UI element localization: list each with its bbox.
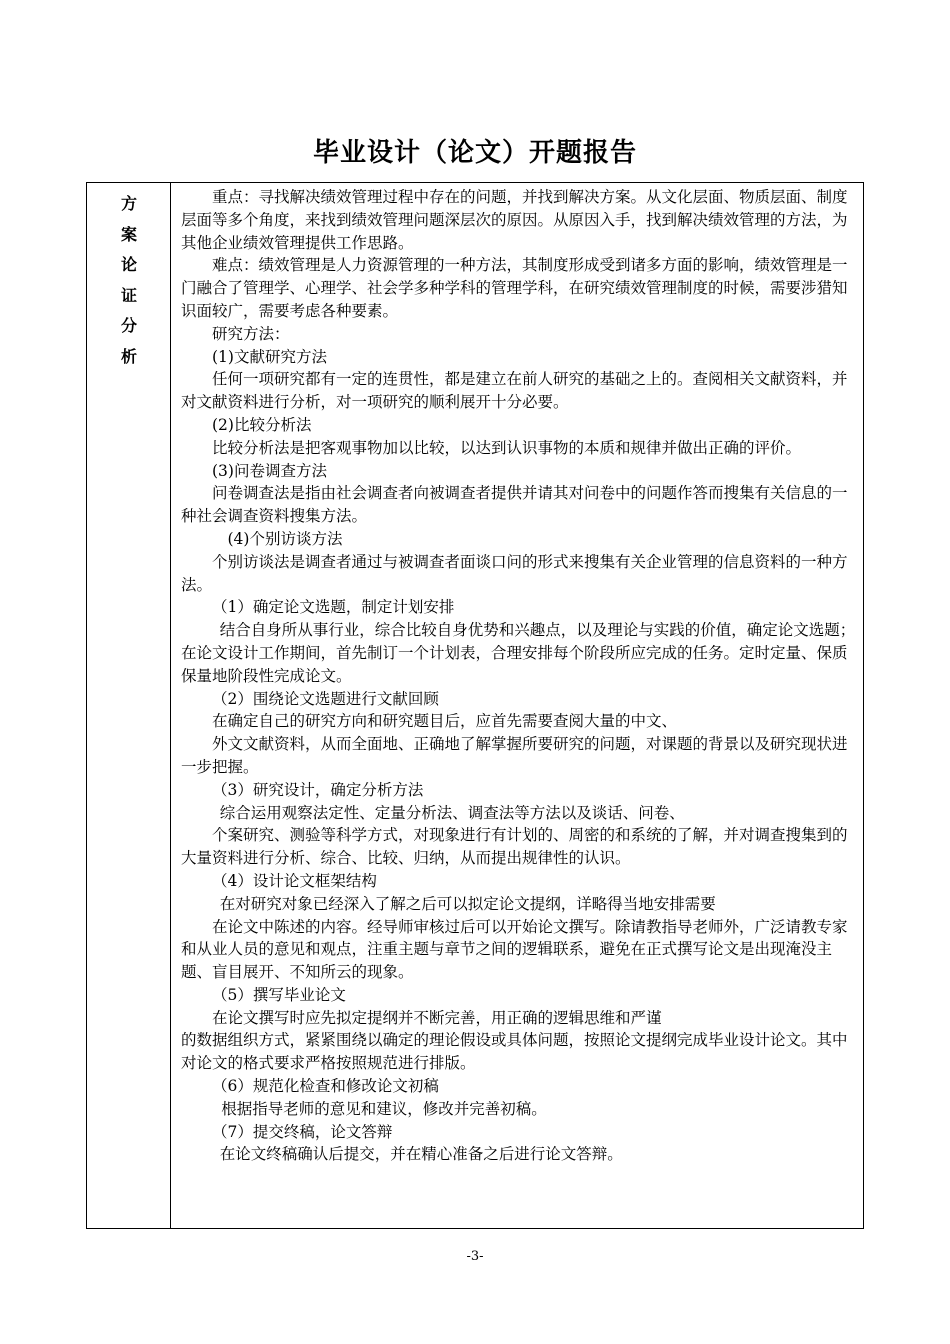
paragraph: 结合自身所从事行业，综合比较自身优势和兴趣点，以及理论与实践的价值，确定论文选题；在论文设计工作期间，首先制订一个计划表，合理安排每个阶段所应完成的任务。定时定量、保质保量地阶段性完成论文。: [181, 621, 856, 685]
section-label-char: 证: [120, 285, 137, 305]
section-label-char: 析: [120, 346, 137, 366]
paragraph: （6）规范化检查和修改论文初稿: [212, 1077, 439, 1096]
paragraph: (3)问卷调查方法: [212, 461, 327, 480]
section-label-cell: [87, 183, 171, 1228]
section-label-char: 分: [120, 316, 137, 335]
section-label-char: 方: [120, 194, 137, 213]
paragraph: 研究方法：: [212, 324, 290, 343]
paragraph: 问卷调查法是指由社会调查者向被调查者提供并请其对问卷中的问题作答而搜集有关信息的一种社会调查资料搜集方法。: [181, 484, 848, 526]
analysis-content: [181, 186, 859, 1166]
paragraph: 外文文献资料，从而全面地、正确地了解掌握所要研究的问题，对课题的背景以及研究现状进一步把握。: [181, 735, 848, 776]
paragraph: 个别访谈法是调查者通过与被调查者面谈口问的形式来搜集有关企业管理的信息资料的一种方法。: [181, 552, 848, 594]
paragraph: 综合运用观察法定性、定量分析法、调查法等方法以及谈话、问卷、: [219, 803, 685, 822]
paragraph: 难点：绩效管理是人力资源管理的一种方法，其制度形成受到诸多方面的影响，绩效管理是一门融合了管理学、心理学、社会学多种学科的管理学科，在研究绩效管理制度的时候，需要涉猎知识面较广，需要考虑各种要素。: [181, 256, 848, 320]
paragraph: 在论文终稿确认后提交，并在精心准备之后进行论文答辩。: [219, 1145, 623, 1164]
paragraph: 比较分析法是把客观事物加以比较，以达到认识事物的本质和规律并做出正确的评价。: [212, 438, 802, 457]
paragraph: 在论文撰写时应先拟定提纲并不断完善，用正确的逻辑思维和严谨: [212, 1008, 662, 1027]
report-table: [86, 182, 864, 1229]
paragraph: （5）撰写毕业论文: [212, 985, 346, 1004]
paragraph: 重点：寻找解决绩效管理过程中存在的问题，并找到解决方案。从文化层面、物质层面、制度层面等多个角度，来找到绩效管理问题深层次的原因。从原因入手，找到解决绩效管理的方法，为其他企业绩效管理提供工作思路。: [181, 188, 848, 252]
paragraph: 在对研究对象已经深入了解之后可以拟定论文提纲，详略得当地安排需要: [219, 894, 716, 913]
page-number: -3-: [466, 1249, 484, 1264]
page-title: 毕业设计（论文）开题报告: [312, 138, 637, 168]
section-label-char: 案: [120, 224, 137, 244]
section-label-char: 论: [120, 255, 137, 274]
paragraph: 任何一项研究都有一定的连贯性，都是建立在前人研究的基础之上的。查阅相关文献资料，并对文献资料进行分析，对一项研究的顺利展开十分必要。: [181, 370, 848, 412]
paragraph: (4)个别访谈方法: [227, 529, 343, 548]
paragraph: （4）设计论文框架结构: [212, 871, 377, 890]
paragraph: （7）提交终稿，论文答辩: [212, 1122, 393, 1141]
paragraph: 的数据组织方式，紧紧围绕以确定的理论假设或具体问题，按照论文提纲完成毕业设计论文。其中对论文的格式要求严格按照规范进行排版。: [181, 1031, 848, 1073]
section-label: [87, 189, 171, 372]
paragraph: 根据指导老师的意见和建议，修改并完善初稿。: [221, 1099, 547, 1118]
paragraph: (1)文献研究方法: [212, 347, 327, 366]
paragraph: 在论文中陈述的内容。经导师审核过后可以开始论文撰写。除请教指导老师外，广泛请教专家和从业人员的意见和观点，注重主题与章节之间的逻辑联系，避免在正式撰写论文是出现淹没主题、盲目展开、不知所云的现象。: [181, 917, 848, 982]
paragraph: (2)比较分析法: [212, 415, 312, 434]
paragraph: 个案研究、测验等科学方式，对现象进行有计划的、周密的和系统的了解，并对调查搜集到的大量资料进行分析、综合、比较、归纳，从而提出规律性的认识。: [181, 826, 848, 868]
paragraph: （3）研究设计，确定分析方法: [212, 780, 424, 799]
paragraph: （2）围绕论文选题进行文献回顾: [212, 689, 439, 708]
paragraph: （1）确定论文选题，制定计划安排: [212, 598, 455, 617]
paragraph: 在确定自己的研究方向和研究题目后，应首先需要查阅大量的中文、: [212, 712, 678, 731]
